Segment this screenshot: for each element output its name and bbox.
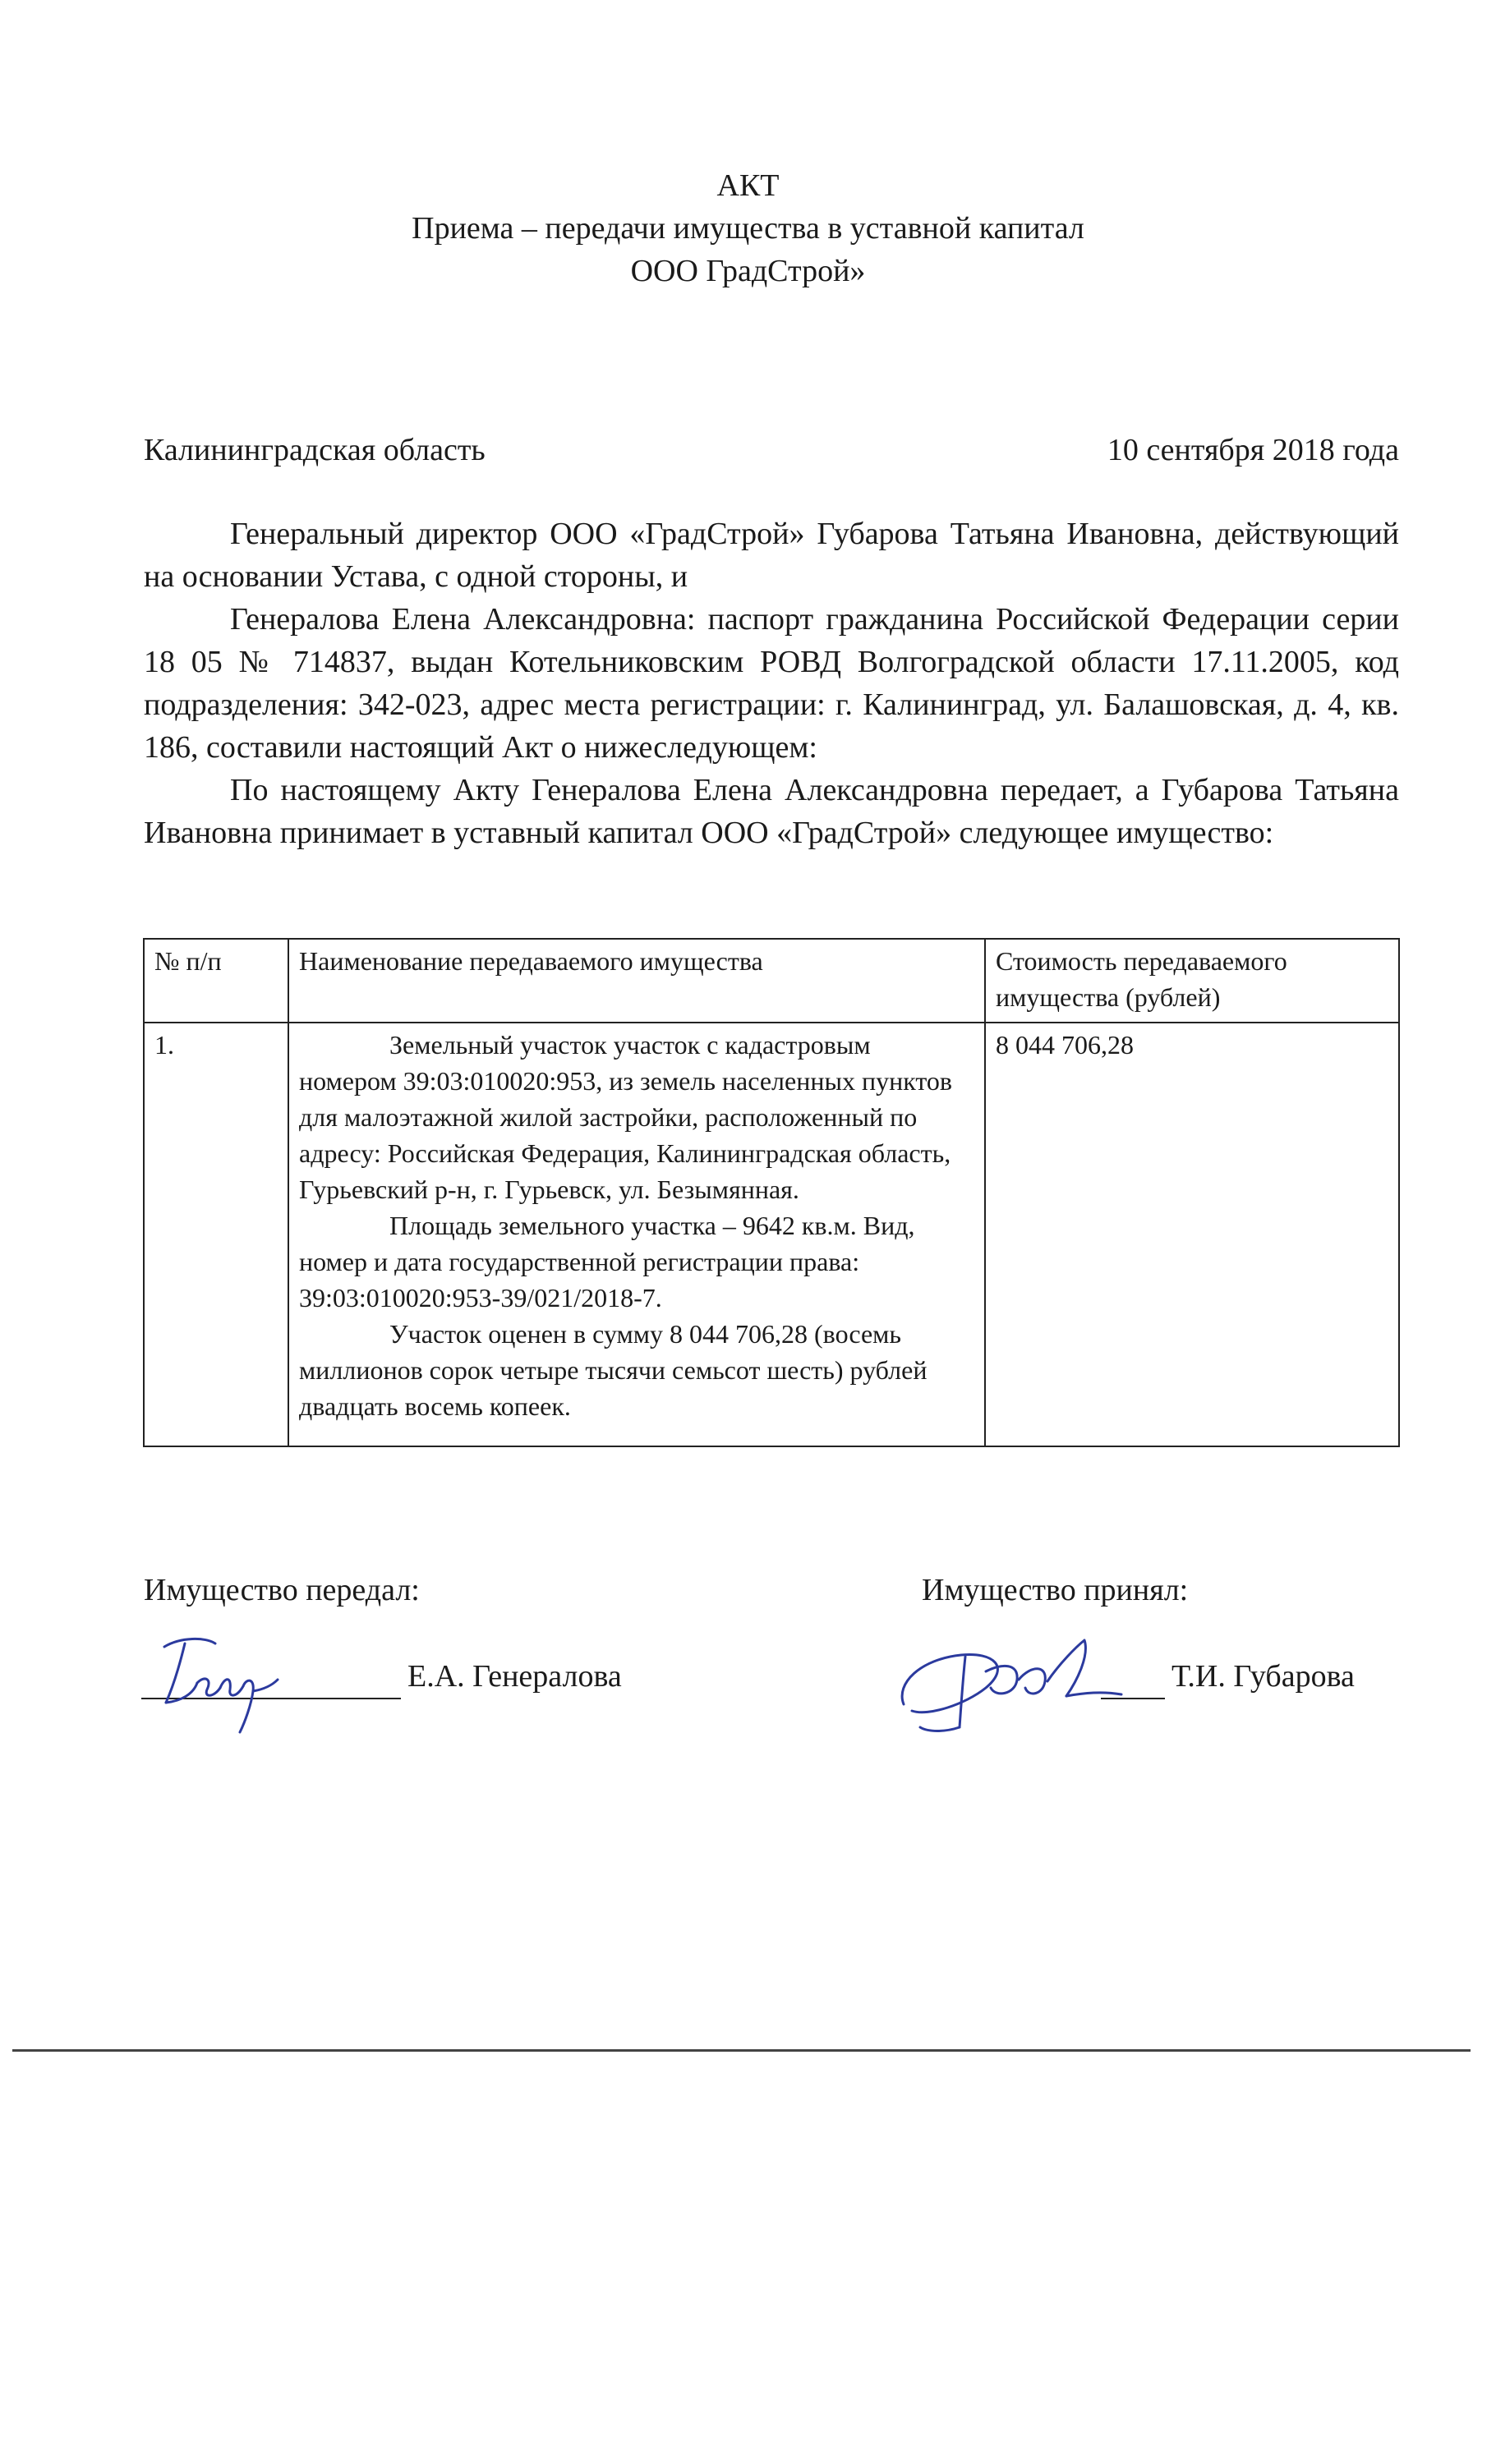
header-name: Наименование передаваемого имущества <box>288 939 985 1023</box>
header-number: № п/п <box>144 939 288 1023</box>
receiver-signature <box>887 1622 1134 1745</box>
company-name: ООО ГрадСтрой» <box>630 254 866 288</box>
header-value: Стоимость передаваемого имущества (рублей) <box>985 939 1399 1023</box>
bottom-rule <box>12 2049 1471 2052</box>
paragraph-transfer: По настоящему Акту Генералова Елена Александровна передает, а Губарова Татьяна Ивановна принимает в уставный капитал ООО «ГрадСтрой» следующее имущество: <box>144 773 1399 850</box>
description-paragraph: Земельный участок участок с кадастровым номером 39:03:010020:953, из земель населенных пунктов для малоэтажной жилой застройки, расположенный по адресу: Российская Федерация, Калининградская область, Гурьевский р-н, г. Гурьевск, ул. Безымянная. <box>299 1030 952 1205</box>
document-title: АКТ <box>716 168 780 203</box>
place: Калининградская область <box>144 433 486 467</box>
document-header <box>0 164 1496 292</box>
document-subtitle: Приема – передачи имущества в уставной капитал <box>412 211 1084 246</box>
row-number: 1. <box>144 1023 288 1446</box>
row-description <box>288 1023 985 1446</box>
act-body <box>144 513 1399 854</box>
transferor-name: Е.А. Генералова <box>407 1659 622 1694</box>
property-table <box>143 938 1400 1447</box>
table-row <box>144 1023 1399 1446</box>
receiver-label: Имущество принял: <box>922 1573 1189 1607</box>
table-header-row <box>144 939 1399 1023</box>
paragraph-transferor: Генералова Елена Александровна: паспорт гражданина Российской Федерации серии 18 05 № 714837, выдан Котельниковским РОВД Волгоградской области 17.11.2005, код подразделения: 342-023, адрес места регистрации: г. Калининград, ул. Балашовская, д. 4, кв. 186, составили настоящий Акт о нижеследующем: <box>144 602 1399 765</box>
transferor-signature <box>148 1622 296 1737</box>
transferor-label: Имущество передал: <box>144 1573 420 1607</box>
description-paragraph: Участок оценен в сумму 8 044 706,28 (восемь миллионов сорок четыре тысячи семьсот шесть) рублей двадцать восемь копеек. <box>299 1319 928 1422</box>
row-value: 8 044 706,28 <box>985 1023 1399 1446</box>
paragraph-director: Генеральный директор ООО «ГрадСтрой» Губарова Татьяна Ивановна, действующий на основании Устава, с одной стороны, и <box>144 517 1399 594</box>
description-paragraph: Площадь земельного участка – 9642 кв.м. Вид, номер и дата государственной регистрации права: 39:03:010020:953-39/021/2018-7. <box>299 1211 915 1313</box>
receiver-name: Т.И. Губарова <box>1171 1659 1355 1694</box>
date: 10 сентября 2018 года <box>1107 433 1399 467</box>
